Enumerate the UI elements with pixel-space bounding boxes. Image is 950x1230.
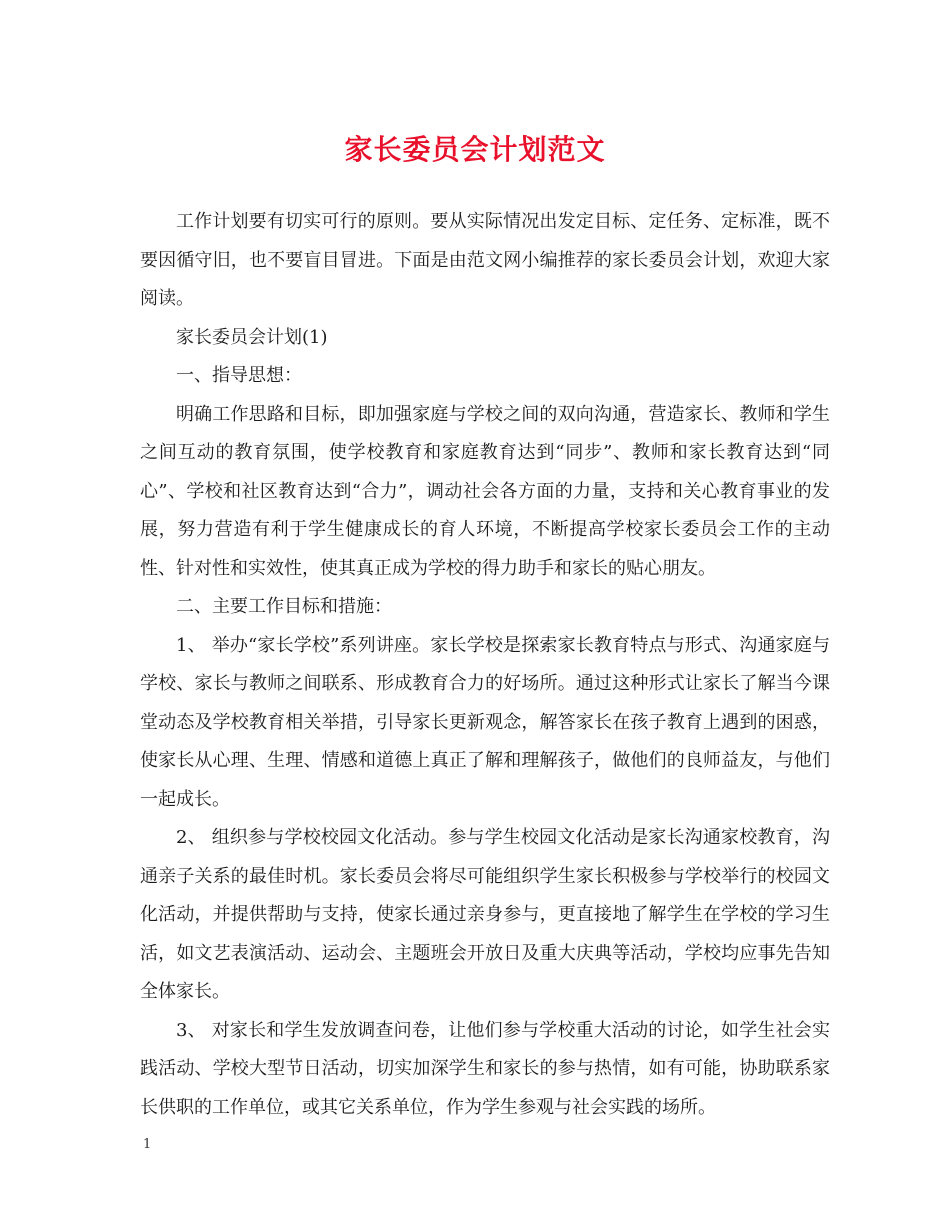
measure-item-2: 2、 组织参与学校校园文化活动。参与学生校园文化活动是家长沟通家校教育，沟通亲子关系的最佳时机。家长委员会将尽可能组织学生家长积极参与学校举行的校园文化活动，并提供帮助与支持，使家长通过亲身参与，更直接地了解学生在学校的学习生活，如文艺表演活动、运动会、主题班会开放日及重大庆典等活动，学校均应事先告知全体家长。 bbox=[140, 827, 830, 1002]
section-heading-goals-measures: 二、主要工作目标和措施： bbox=[176, 596, 392, 617]
page-number: 1 bbox=[143, 1137, 152, 1152]
intro-paragraph: 工作计划要有切实可行的原则。要从实际情况出发定目标、定任务、定标准，既不要因循守旧，也不要盲目冒进。下面是由范文网小编推荐的家长委员会计划，欢迎大家阅读。 bbox=[140, 211, 830, 309]
document-body bbox=[140, 203, 830, 1127]
measure-item-1: 1、 举办“家长学校”系列讲座。家长学校是探索家长教育特点与形式、沟通家庭与学校、家长与教师之间联系、形成教育合力的好场所。通过这种形式让家长了解当今课堂动态及学校教育相关举措，引导家长更新观念，解答家长在孩子教育上遇到的困惑，使家长从心理、生理、情感和道德上真正了解和理解孩子，做他们的良师益友，与他们一起成长。 bbox=[140, 634, 830, 810]
measure-item-3: 3、 对家长和学生发放调查问卷，让他们参与学校重大活动的讨论，如学生社会实践活动、学校大型节日活动，切实加深学生和家长的参与热情，如有可能，协助联系家长供职的工作单位，或其它关系单位，作为学生参观与社会实践的场所。 bbox=[140, 1019, 830, 1118]
document-title: 家长委员会计划范文 bbox=[344, 133, 606, 166]
section-heading-guiding-thought: 一、指导思想： bbox=[176, 365, 302, 386]
section-heading-plan-1: 家长委员会计划(1) bbox=[176, 326, 328, 348]
guiding-thought-paragraph: 明确工作思路和目标，即加强家庭与学校之间的双向沟通，营造家长、教师和学生之间互动的教育氛围，使学校教育和家庭教育达到“同步”、教师和家长教育达到“同心”、学校和社区教育达到“合力”，调动社会各方面的力量，支持和关心教育事业的发展，努力营造有利于学生健康成长的育人环境，不断提高学校家长委员会工作的主动性、针对性和实效性，使其真正成为学校的得力助手和家长的贴心朋友。 bbox=[140, 403, 830, 579]
